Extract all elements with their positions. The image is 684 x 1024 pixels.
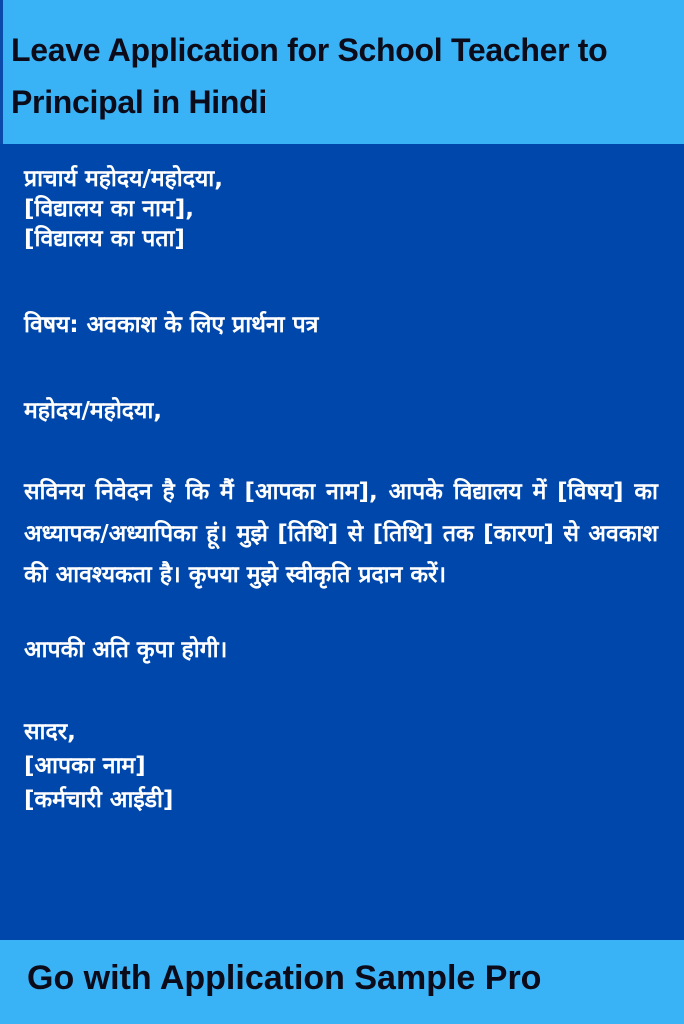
school-address-line: [विद्यालय का पता]: [24, 226, 185, 252]
letter-body: [0, 144, 684, 940]
closing-line: आपकी अति कृपा होगी।: [24, 636, 228, 663]
signoff-line: सादर,: [24, 718, 76, 745]
employee-id-line: [कर्मचारी आईडी]: [24, 786, 174, 813]
spacer: [24, 597, 658, 635]
page-header: [0, 0, 684, 144]
spacer: [24, 254, 658, 310]
subject-line: विषय: अवकाश के लिए प्रार्थना पत्र: [24, 312, 319, 338]
page-title: Leave Application for School Teacher to Principal in Hindi: [11, 32, 608, 120]
page-footer: [0, 940, 684, 1024]
salutation-line: महोदय/महोदया,: [24, 398, 163, 424]
sender-name-line: [आपका नाम]: [24, 752, 146, 779]
footer-tagline: Go with Application Sample Pro: [27, 959, 542, 997]
spacer: [24, 340, 658, 396]
recipient-line: प्राचार्य महोदय/महोदया,: [24, 166, 224, 192]
spacer: [24, 426, 658, 472]
body-paragraph: सविनय निवेदन है कि मैं [आपका नाम], आपके विद्यालय में [विषय] का अध्यापक/अध्यापिका हूं। मुझे [तिथि] से [तिथि] तक [कारण] से अवकाश की आवश्यकता है। कृपया मुझे स्वीकृति प्रदान करें।: [24, 479, 658, 588]
school-name-line: [विद्यालय का नाम],: [24, 196, 194, 222]
spacer: [24, 665, 658, 715]
